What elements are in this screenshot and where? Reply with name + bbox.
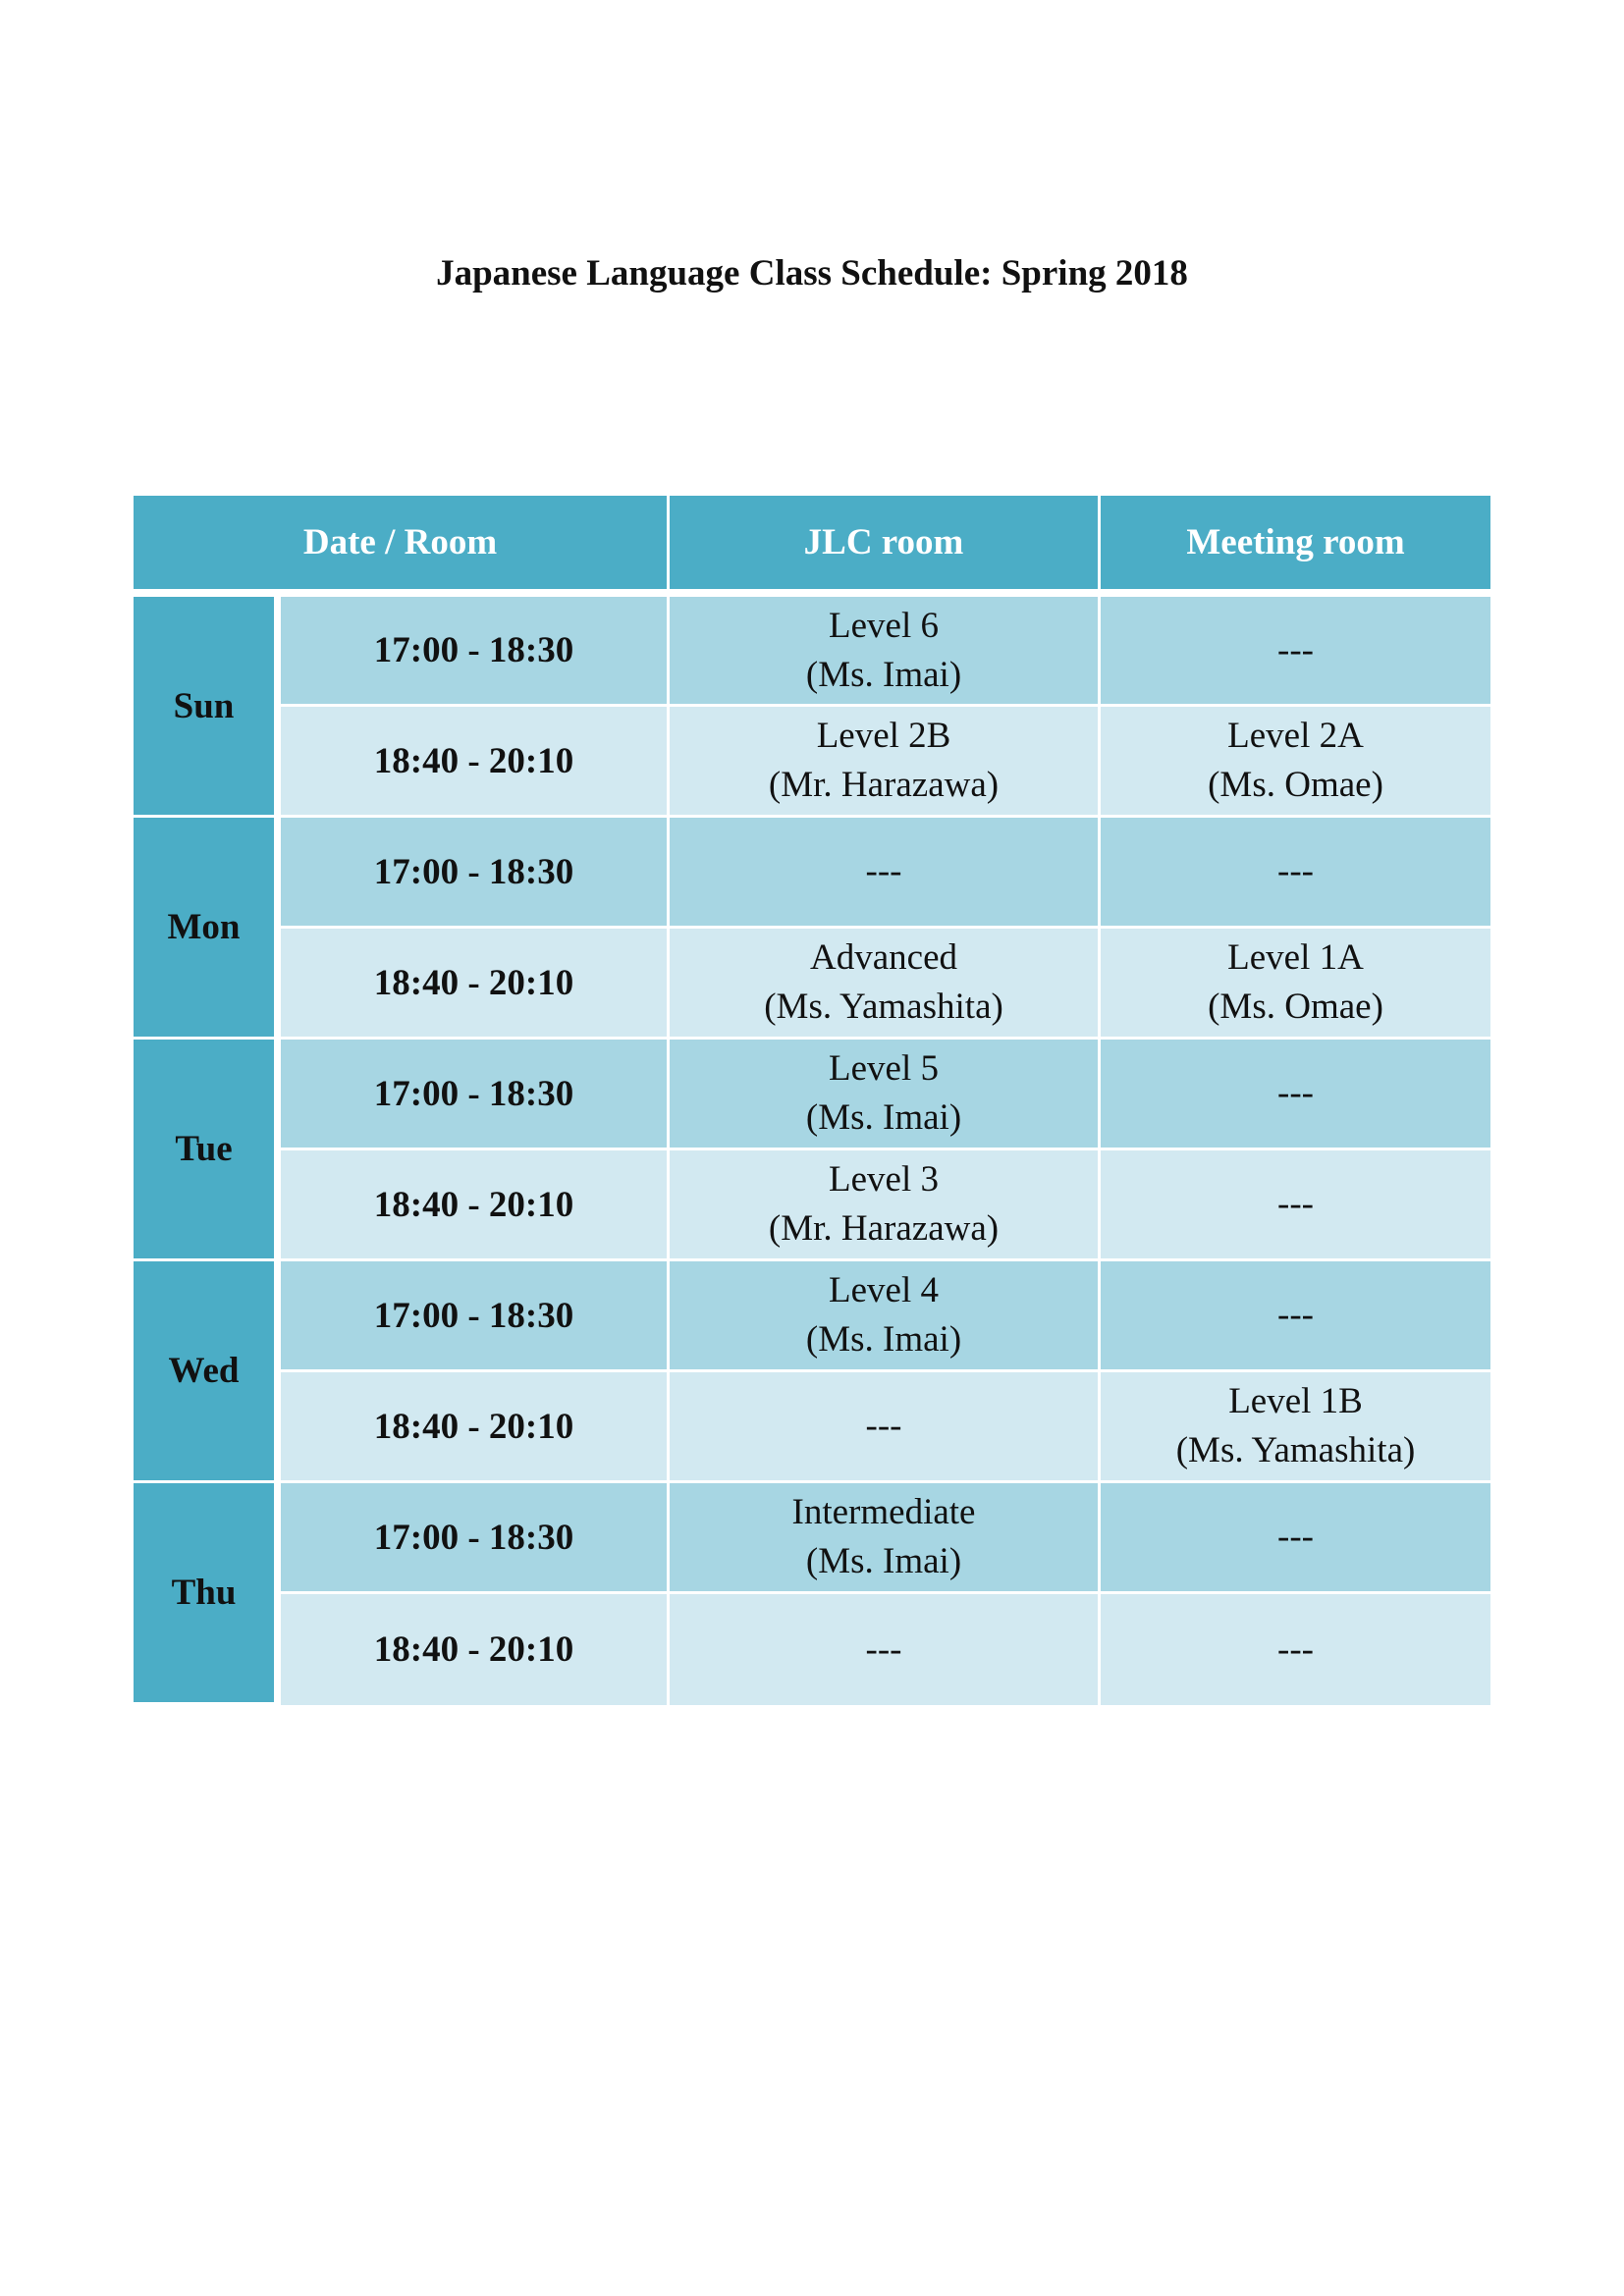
meeting-room-class: [1101, 1483, 1490, 1594]
class-name: ---: [865, 851, 902, 891]
teacher-name: (Ms. Yamashita): [764, 987, 1003, 1027]
meeting-room-class: [1101, 818, 1490, 929]
class-name: ---: [1277, 629, 1314, 670]
meeting-room-class: [1101, 929, 1490, 1040]
header-jlc-room: JLC room: [670, 496, 1101, 597]
teacher-name: (Ms. Imai): [805, 1541, 962, 1581]
jlc-room-class: [670, 1040, 1101, 1150]
table-row: [134, 1483, 1490, 1594]
table-row: [134, 929, 1490, 1040]
teacher-name: (Ms. Imai): [805, 1319, 962, 1360]
time-slot: 17:00 - 18:30: [281, 818, 670, 929]
class-name: ---: [1277, 1184, 1314, 1224]
meeting-room-class: [1101, 597, 1490, 707]
teacher-name: (Ms. Omae): [1208, 987, 1383, 1027]
class-name: Level 5: [829, 1048, 939, 1089]
teacher-name: (Ms. Yamashita): [1175, 1430, 1416, 1470]
time-slot: 18:40 - 20:10: [281, 707, 670, 818]
class-name: Level 2A: [1227, 716, 1364, 756]
class-name: ---: [865, 1406, 902, 1446]
header-meeting-room: Meeting room: [1101, 496, 1490, 597]
table-row: [134, 1040, 1490, 1150]
schedule-table: [134, 496, 1490, 1705]
table-row: [134, 1150, 1490, 1261]
teacher-name: (Ms. Imai): [805, 654, 962, 695]
teacher-name: (Ms. Omae): [1208, 765, 1383, 805]
time-slot: 17:00 - 18:30: [281, 1040, 670, 1150]
table-row: [134, 597, 1490, 707]
meeting-room-class: [1101, 1040, 1490, 1150]
table-row: [134, 818, 1490, 929]
time-slot: 18:40 - 20:10: [281, 1150, 670, 1261]
day-label-thu: Thu: [134, 1483, 281, 1705]
class-name: Level 1A: [1227, 937, 1364, 978]
jlc-room-class: [670, 707, 1101, 818]
class-name: Advanced: [810, 937, 958, 978]
time-slot: 18:40 - 20:10: [281, 1594, 670, 1705]
jlc-room-class: [670, 597, 1101, 707]
jlc-room-class: [670, 929, 1101, 1040]
class-name: Level 4: [829, 1270, 939, 1310]
teacher-name: (Mr. Harazawa): [768, 765, 1000, 805]
class-name: ---: [1277, 1517, 1314, 1557]
header-date-room: Date / Room: [134, 496, 670, 597]
jlc-room-class: [670, 818, 1101, 929]
time-slot: 18:40 - 20:10: [281, 1372, 670, 1483]
time-slot: 17:00 - 18:30: [281, 597, 670, 707]
schedule-body: [134, 597, 1490, 1705]
class-name: Level 6: [829, 605, 939, 646]
meeting-room-class: [1101, 707, 1490, 818]
meeting-room-class: [1101, 1594, 1490, 1705]
jlc-room-class: [670, 1594, 1101, 1705]
header-row: [134, 496, 1490, 597]
class-name: ---: [1277, 851, 1314, 891]
class-name: Level 1B: [1228, 1381, 1363, 1421]
class-name: Intermediate: [791, 1492, 976, 1532]
table-row: [134, 1372, 1490, 1483]
table-row: [134, 707, 1490, 818]
jlc-room-class: [670, 1372, 1101, 1483]
jlc-room-class: [670, 1150, 1101, 1261]
meeting-room-class: [1101, 1261, 1490, 1372]
time-slot: 18:40 - 20:10: [281, 929, 670, 1040]
jlc-room-class: [670, 1483, 1101, 1594]
jlc-room-class: [670, 1261, 1101, 1372]
day-label-wed: Wed: [134, 1261, 281, 1483]
day-label-tue: Tue: [134, 1040, 281, 1261]
time-slot: 17:00 - 18:30: [281, 1483, 670, 1594]
meeting-room-class: [1101, 1372, 1490, 1483]
class-name: Level 3: [829, 1159, 939, 1200]
page-title: Japanese Language Class Schedule: Spring 2018: [436, 253, 1188, 294]
teacher-name: (Mr. Harazawa): [768, 1208, 1000, 1249]
day-label-mon: Mon: [134, 818, 281, 1040]
class-name: ---: [865, 1629, 902, 1670]
class-name: ---: [1277, 1295, 1314, 1335]
class-name: Level 2B: [816, 716, 951, 756]
time-slot: 17:00 - 18:30: [281, 1261, 670, 1372]
day-label-sun: Sun: [134, 597, 281, 818]
meeting-room-class: [1101, 1150, 1490, 1261]
teacher-name: (Ms. Imai): [805, 1097, 962, 1138]
table-row: [134, 1594, 1490, 1705]
class-name: ---: [1277, 1073, 1314, 1113]
class-name: ---: [1277, 1629, 1314, 1670]
table-row: [134, 1261, 1490, 1372]
